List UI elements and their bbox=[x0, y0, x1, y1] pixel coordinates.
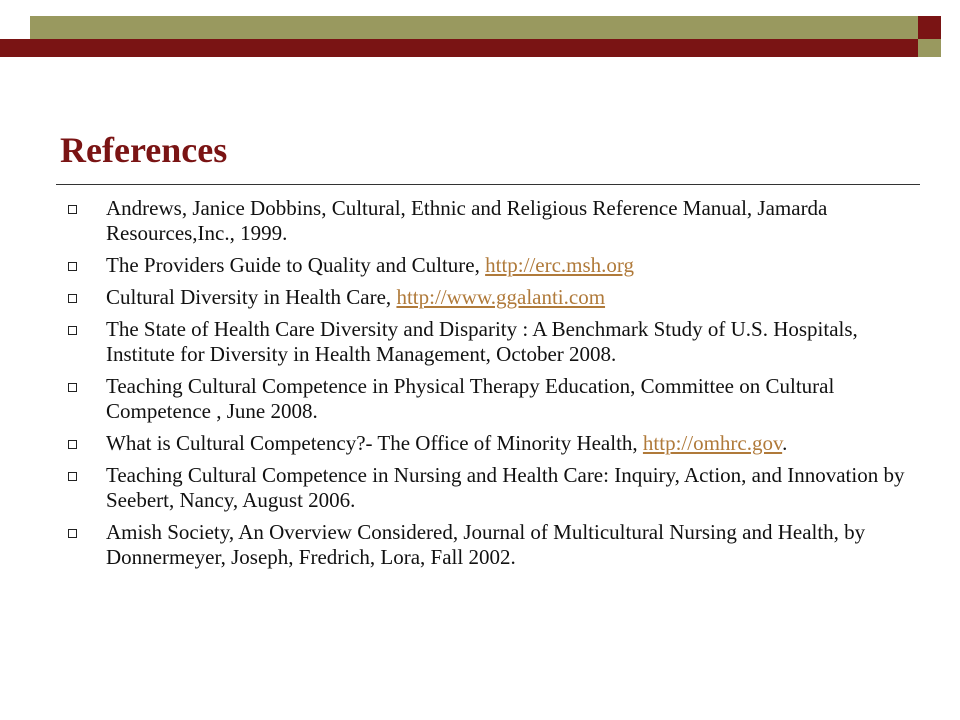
reference-list bbox=[0, 196, 960, 577]
reference-item bbox=[0, 285, 960, 310]
header-corner-square-olive bbox=[918, 39, 941, 57]
square-bullet-icon bbox=[68, 472, 77, 481]
reference-text: The Providers Guide to Quality and Culture, bbox=[106, 253, 486, 277]
reference-link[interactable]: http://omhrc.gov bbox=[642, 431, 783, 455]
reference-text: Teaching Cultural Competence in Nursing and Health Care: Inquiry, Action, and Innovation by Seebert, Nancy, August 2006. bbox=[106, 463, 905, 512]
square-bullet-icon bbox=[68, 529, 77, 538]
square-bullet-icon bbox=[68, 262, 77, 271]
square-bullet-icon bbox=[68, 326, 77, 335]
square-bullet-icon bbox=[68, 294, 77, 303]
reference-text: Andrews, Janice Dobbins, Cultural, Ethnic and Religious Reference Manual, Jamarda Resources,Inc., 1999. bbox=[106, 196, 828, 245]
reference-item bbox=[0, 253, 960, 278]
reference-text: Amish Society, An Overview Considered, Journal of Multicultural Nursing and Health, by Donnermeyer, Joseph, Fredrich, Lora, Fall 2002. bbox=[106, 520, 866, 569]
slide-title: References bbox=[60, 130, 228, 170]
reference-item bbox=[0, 196, 960, 246]
reference-item bbox=[0, 317, 960, 367]
reference-text: Cultural Diversity in Health Care, bbox=[106, 285, 397, 309]
title-divider bbox=[56, 184, 920, 185]
reference-text: Teaching Cultural Competence in Physical Therapy Education, Committee on Cultural Competence , June 2008. bbox=[106, 374, 835, 423]
reference-item bbox=[0, 463, 960, 513]
reference-item bbox=[0, 374, 960, 424]
square-bullet-icon bbox=[68, 440, 77, 449]
header-corner-square-maroon bbox=[918, 16, 941, 39]
header-banner-maroon bbox=[0, 39, 918, 57]
square-bullet-icon bbox=[68, 383, 77, 392]
reference-link[interactable]: http://erc.msh.org bbox=[485, 253, 635, 277]
reference-item bbox=[0, 520, 960, 570]
reference-item bbox=[0, 431, 960, 456]
header-banner-olive bbox=[30, 16, 918, 39]
reference-link[interactable]: http://www.ggalanti.com bbox=[396, 285, 606, 309]
reference-text: What is Cultural Competency?- The Office of Minority Health, bbox=[106, 431, 643, 455]
reference-text-suffix: . bbox=[782, 431, 788, 455]
square-bullet-icon bbox=[68, 205, 77, 214]
reference-text: The State of Health Care Diversity and Disparity : A Benchmark Study of U.S. Hospitals, Institute for Diversity in Health Management, October 2008. bbox=[106, 317, 858, 366]
